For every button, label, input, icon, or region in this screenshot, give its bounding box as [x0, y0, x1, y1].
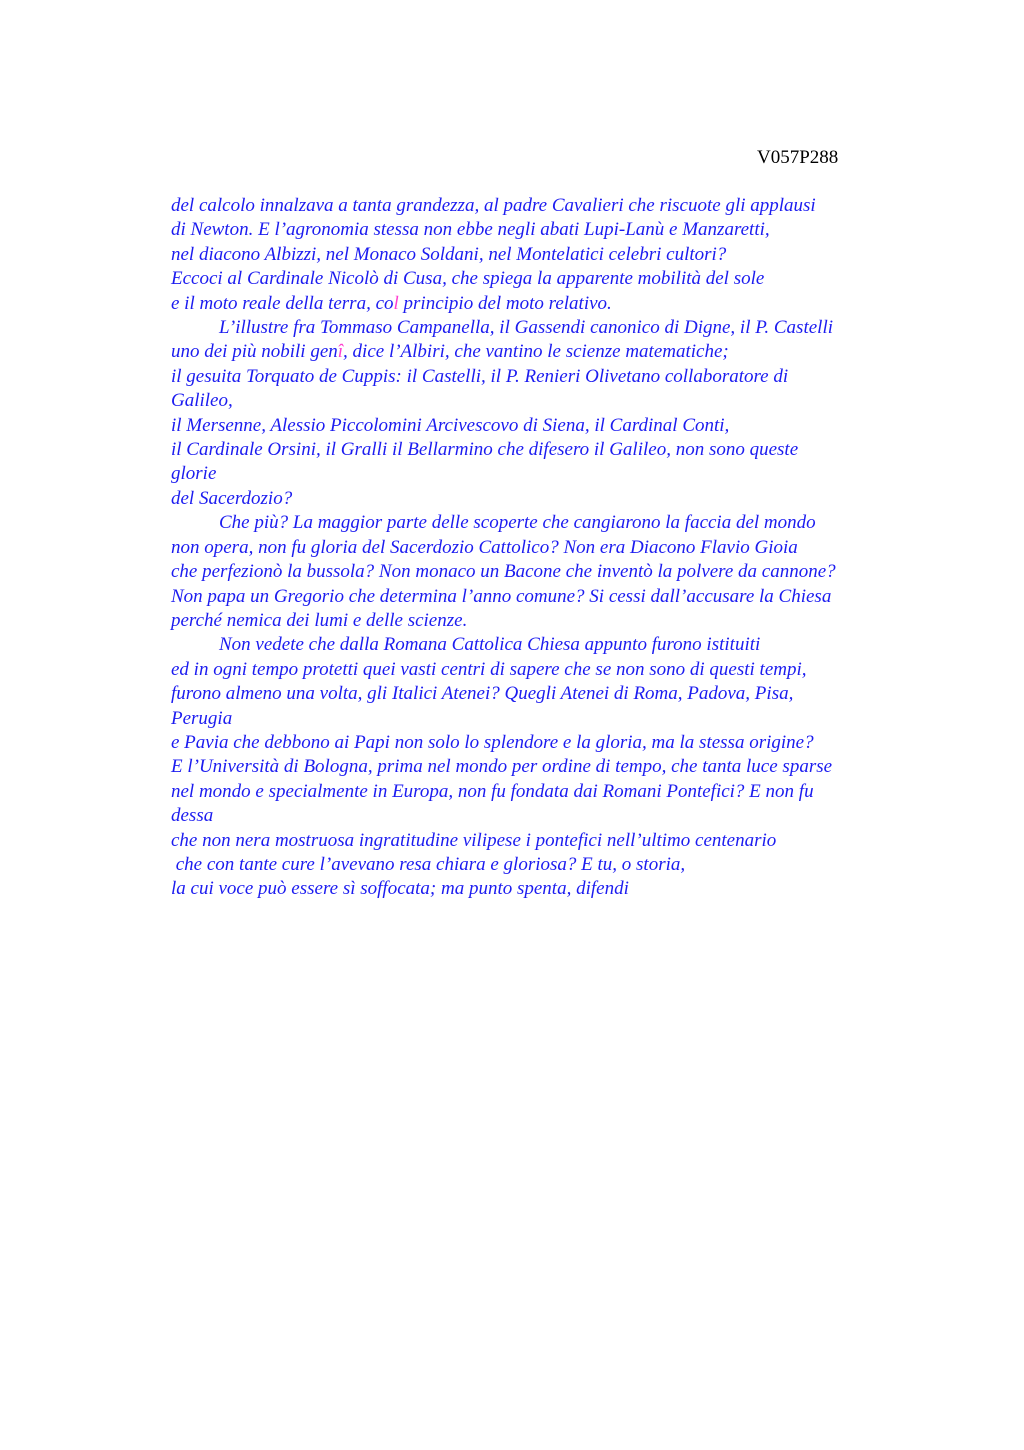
text-line: del calcolo innalzava a tanta grandezza, al padre Cavalieri che riscuote gli applausi: [171, 195, 816, 216]
text-line: L’illustre fra Tommaso Campanella, il Gassendi canonico di Digne, il P. Castelli: [219, 317, 834, 339]
text-line: E l’Università di Bologna, prima nel mondo per ordine di tempo, che tanta luce sparse: [171, 756, 833, 778]
text-segment: e il moto reale della terra, co: [171, 292, 394, 314]
text-line: Galileo,: [171, 390, 233, 412]
text-line: che perfezionò la bussola? Non monaco un Bacone che inventò la polvere da cannone?: [171, 561, 836, 583]
text-line: [171, 292, 911, 316]
text-segment: principio del moto relativo.: [398, 292, 612, 314]
text-line: di Newton. E l’agronomia stessa non ebbe negli abati Lupi-Lanù e Manzaretti,: [171, 219, 770, 241]
text-line: Non vedete che dalla Romana Cattolica Chiesa appunto furono istituiti: [219, 634, 761, 656]
text-line: ed in ogni tempo protetti quei vasti centri di sapere che se non sono di questi tempi,: [171, 658, 807, 680]
text-line: Perugia: [171, 707, 233, 729]
text-line: il gesuita Torquato de Cuppis: il Castelli, il P. Renieri Olivetano collaboratore di: [171, 365, 789, 387]
text-line: e Pavia che debbono ai Papi non solo lo splendore e la gloria, ma la stessa origine?: [171, 731, 814, 753]
text-line: nel mondo e specialmente in Europa, non fu fondata dai Romani Pontefici? E non fu: [171, 780, 814, 802]
text-line: non opera, non fu gloria del Sacerdozio Cattolico? Non era Diacono Flavio Gioia: [171, 536, 798, 558]
text-line: Eccoci al Cardinale Nicolò di Cusa, che spiega la apparente mobilità del sole: [171, 268, 765, 290]
text-line: furono almeno una volta, gli Italici Atenei? Quegli Atenei di Roma, Padova, Pisa,: [171, 683, 794, 705]
text-line: dessa: [171, 805, 214, 827]
text-line: che non nera mostruosa ingratitudine vilipese i pontefici nell’ultimo centenario: [171, 829, 777, 851]
text-segment: uno dei più nobili gen: [171, 341, 338, 363]
text-segment: , dice l’Albiri, che vantino le scienze matematiche;: [343, 341, 729, 363]
document-text: [171, 194, 911, 902]
text-line: nel diacono Albizzi, nel Monaco Soldani, nel Montelatici celebri cultori?: [171, 243, 727, 265]
text-line: [171, 340, 911, 364]
text-line: il Mersenne, Alessio Piccolomini Arcivescovo di Siena, il Cardinal Conti,: [171, 414, 730, 436]
text-line: perché nemica dei lumi e delle scienze.: [171, 609, 468, 631]
page-id-label: V057P288: [757, 147, 839, 168]
text-line: il Cardinale Orsini, il Gralli il Bellarmino che difesero il Galileo, non sono queste: [171, 439, 799, 461]
highlighted-char: î: [337, 341, 344, 363]
text-line: del Sacerdozio?: [171, 487, 293, 509]
text-line: Non papa un Gregorio che determina l’anno comune? Si cessi dall’accusare la Chiesa: [171, 585, 832, 607]
text-line: la cui voce può essere sì soffocata; ma punto spenta, difendi: [171, 878, 629, 900]
text-line: glorie: [171, 463, 217, 485]
text-line: Che più? La maggior parte delle scoperte che cangiarono la faccia del mondo: [219, 512, 816, 534]
highlighted-char: l: [393, 292, 399, 314]
text-line: che con tante cure l’avevano resa chiara e gloriosa? E tu, o storia,: [171, 853, 686, 875]
